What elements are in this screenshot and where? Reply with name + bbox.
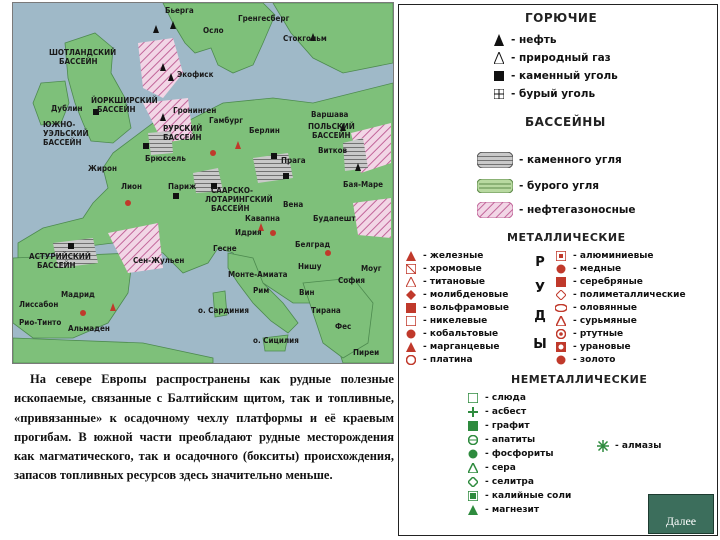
legend-row-oil: - нефть bbox=[491, 33, 557, 47]
label-bergen: Бьерга bbox=[165, 6, 194, 15]
label-rome: Рим bbox=[253, 286, 270, 295]
legend-vertical-r: Р bbox=[535, 255, 545, 270]
legend-row-browncoal: - бурый уголь bbox=[491, 87, 595, 101]
map-canvas bbox=[13, 3, 393, 363]
label-groningen: Гронинген bbox=[173, 106, 217, 115]
next-button[interactable]: Далее bbox=[648, 494, 714, 534]
legend-vertical-d: Д bbox=[534, 309, 546, 324]
legend-basin-coal: - каменного угля bbox=[475, 153, 622, 167]
label-polish: ПОЛЬСКИЙ БАССЕЙН bbox=[308, 122, 355, 140]
legend-vertical-y: Ы bbox=[533, 337, 547, 352]
label-vin: Вин bbox=[299, 288, 315, 297]
label-lisbon: Лиссабон bbox=[19, 300, 59, 309]
label-sofia: София bbox=[338, 276, 366, 285]
label-fes: Фес bbox=[335, 322, 352, 331]
label-sardin: о. Сардиния bbox=[198, 306, 249, 315]
label-dublin: Дублин bbox=[51, 104, 83, 113]
label-ekofisk: Экофиск bbox=[177, 70, 214, 79]
label-prague: Прага bbox=[281, 156, 306, 165]
label-tirana: Тирана bbox=[311, 306, 341, 315]
description-text bbox=[14, 370, 394, 486]
label-grenges: Гренгесберг bbox=[238, 14, 290, 23]
label-nisu: Нишу bbox=[298, 262, 322, 271]
label-warsaw: Варшава bbox=[311, 110, 349, 119]
map-legend: ГОРЮЧИЕ - нефть - природный газ - каменный уголь - бурый уголь БАССЕЙНЫ - каменного угля - бурого угля - нефтегазоносные МЕТАЛЛИЧЕСКИЕ - железные - хромовые - титановые - молибденовые - вольфрамовые - никелевые - кобальтовые - марганцевые - платина Р У Д Ы - алюминиевые - медные - серебряные - полиметаллические - оловянные - сурьмяные - ртутные - урановые - золото НЕМЕТАЛЛИЧЕСКИЕ - слюда - асбест - графит - апатиты - фосфориты - сера - селитра - калийные соли - магнезит - алмазы bbox=[398, 4, 718, 536]
label-south: ЮЖНО-УЭЛЬСКИЙ БАССЕЙН bbox=[43, 120, 89, 147]
label-asturias: АСТУРИЙСКИЙ БАССЕЙН bbox=[29, 252, 91, 270]
legend-vertical-u: У bbox=[534, 281, 546, 296]
legend-nonmetal-title: НЕМЕТАЛЛИЧЕСКИЕ bbox=[511, 373, 648, 386]
label-montelaciano: Монте-Амиата bbox=[228, 270, 288, 279]
label-york: ЙОРКШИРСКИЙ БАССЕЙН bbox=[91, 96, 158, 114]
label-bach: Бая-Маре bbox=[343, 180, 384, 189]
legend-basin-oilgas: - нефтегазоносные bbox=[475, 203, 635, 217]
label-gesne: Гесне bbox=[213, 244, 237, 253]
label-almaden: Альмаден bbox=[68, 324, 110, 333]
legend-fuel-title: ГОРЮЧИЕ bbox=[525, 11, 598, 25]
label-gamb: Гамбург bbox=[209, 116, 243, 125]
label-riotinto: Рио-Тинто bbox=[19, 318, 62, 327]
label-stockholm: Стокгольм bbox=[283, 34, 327, 43]
label-brussels: Брюссель bbox=[145, 154, 186, 163]
legend-row-gas: - природный газ bbox=[491, 51, 611, 65]
basin-carpathian bbox=[353, 198, 391, 238]
legend-basins-title: БАССЕЙНЫ bbox=[525, 115, 606, 129]
legend-metal-title: МЕТАЛЛИЧЕСКИЕ bbox=[507, 231, 626, 244]
label-jiron: Жирон bbox=[88, 164, 117, 173]
europe-minerals-map bbox=[12, 2, 394, 364]
legend-basin-brown: - бурого угля bbox=[475, 179, 599, 193]
legend-row-coal: - каменный уголь bbox=[491, 69, 618, 83]
label-vtk: Витков bbox=[318, 146, 348, 155]
label-lyon: Лион bbox=[121, 182, 142, 191]
label-sen: Сен-Жульен bbox=[133, 256, 185, 265]
label-paris: Париж bbox=[168, 182, 197, 191]
label-budapest: Будапешт bbox=[313, 214, 356, 223]
label-kapolna: Кавапна bbox=[245, 214, 280, 223]
description-paragraph: На севере Европы распространены как рудные полезные ископаемые, связанные с Балтийским щитом, так и топливные, «привязанные» к осадочному чехлу платформы и её краевым прогибам. В южной части преобладают рудные месторождения как магматического, так и осадочного (бокситы) происхождения, запасов топливных ресурсов здесь значительно меньше. bbox=[14, 372, 394, 483]
label-athens: Пиреи bbox=[353, 348, 380, 357]
label-moug: Моуг bbox=[361, 264, 382, 273]
label-belgrade: Белград bbox=[295, 240, 331, 249]
label-idria: Идрия bbox=[235, 228, 262, 237]
label-madrid: Мадрид bbox=[61, 290, 95, 299]
legend-diamonds: - алмазы bbox=[595, 439, 661, 453]
label-berlin: Берлин bbox=[249, 126, 280, 135]
label-oslo: Осло bbox=[203, 26, 224, 35]
label-ruhr: РУРСКИЙ БАССЕЙН bbox=[163, 124, 203, 142]
label-scot: ШОТЛАНДСКИЙ БАССЕЙН bbox=[49, 48, 117, 66]
label-sicily: о. Сицилия bbox=[253, 336, 299, 345]
label-saar: СААРСКО-ЛОТАРИНГСКИЙ БАССЕЙН bbox=[205, 186, 273, 213]
diamond-icon bbox=[595, 439, 611, 453]
label-vena: Вена bbox=[283, 200, 304, 209]
